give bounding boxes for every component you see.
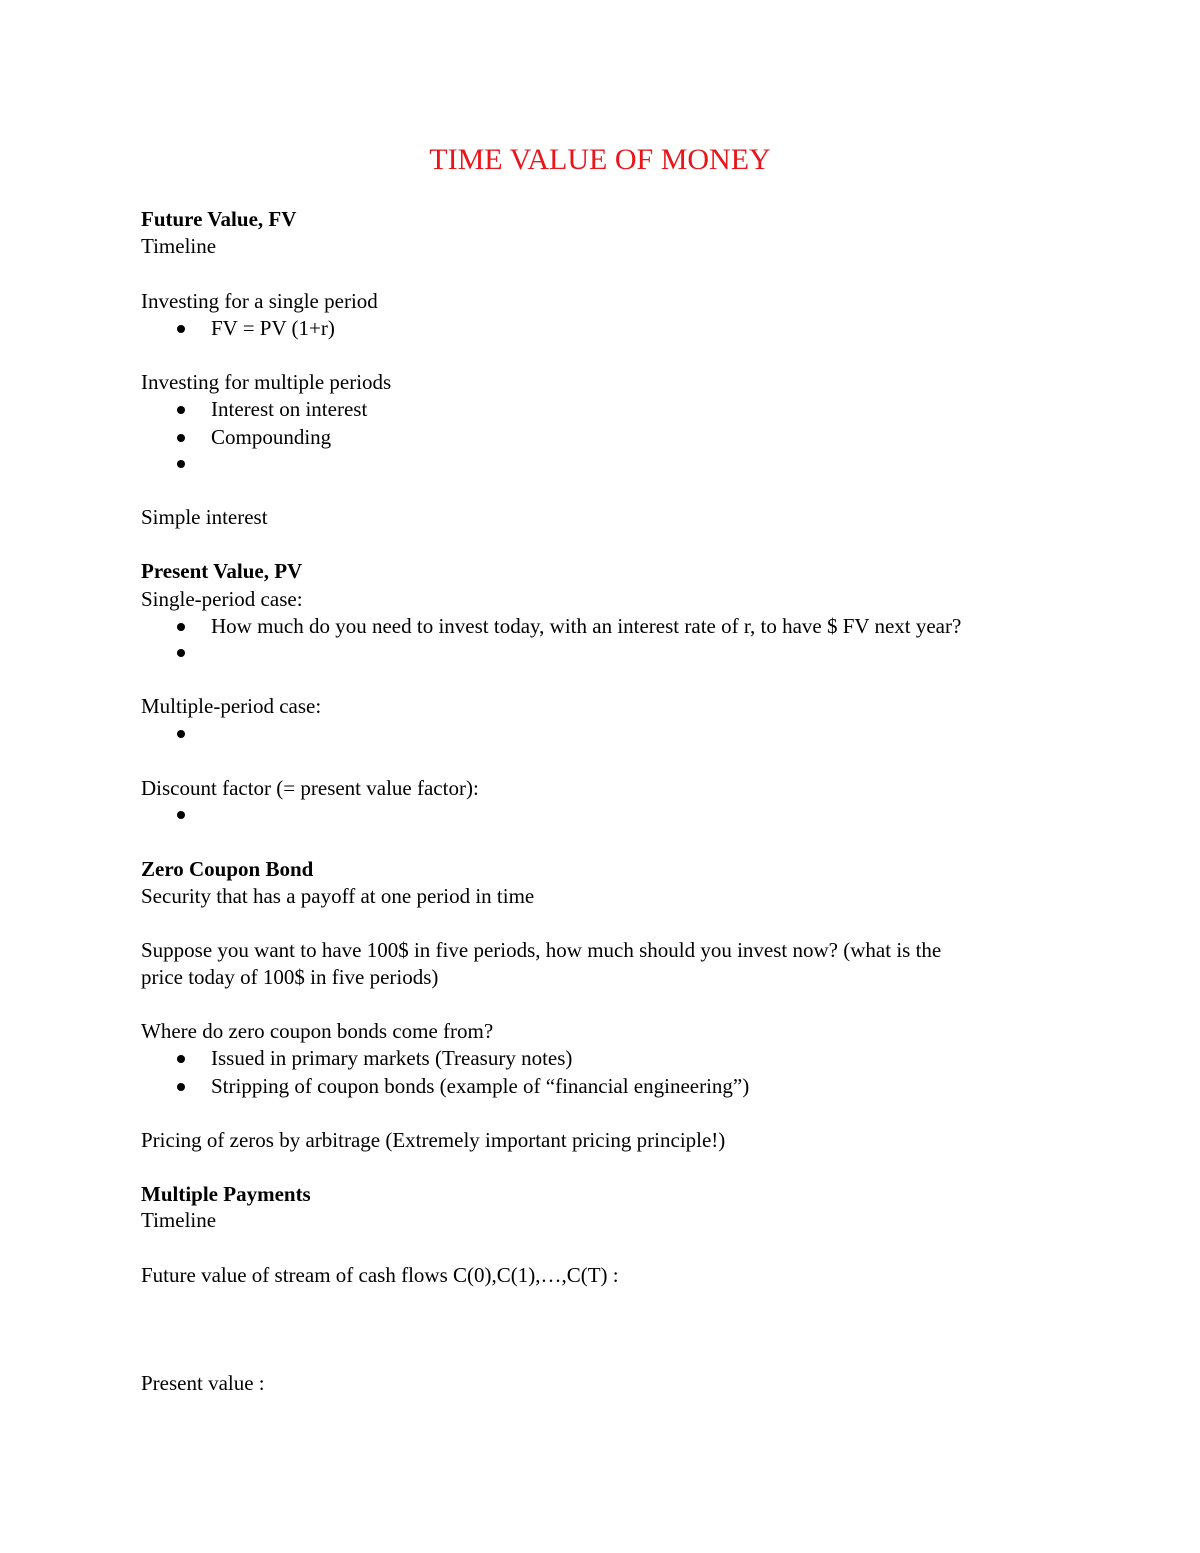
fv-single-period: Investing for a single period <box>141 289 378 313</box>
zcb-question-line-2: price today of 100$ in five periods) <box>141 965 439 989</box>
fv-multiple-periods: Investing for multiple periods <box>141 370 392 394</box>
pv-discount-factor: Discount factor (= present value factor): <box>141 776 479 800</box>
bullet-icon <box>172 1045 190 1072</box>
bullet-icon <box>172 720 190 747</box>
zcb-pricing: Pricing of zeros by arbitrage (Extremely important pricing principle!) <box>141 1128 726 1152</box>
pv-heading: Present Value, PV <box>141 559 303 583</box>
zcb-definition: Security that has a payoff at one period in time <box>141 884 535 908</box>
fv-single-bullet: FV = PV (1+r) <box>211 316 335 340</box>
fv-simple-interest: Simple interest <box>141 505 268 529</box>
mp-future-value: Future value of stream of cash flows C(0),C(1),…,C(T) : <box>141 1263 619 1287</box>
mp-heading: Multiple Payments <box>141 1182 311 1206</box>
fv-timeline: Timeline <box>141 234 217 258</box>
mp-timeline: Timeline <box>141 1208 217 1232</box>
bullet-icon <box>172 450 190 477</box>
pv-single-case: Single-period case: <box>141 587 303 611</box>
zcb-origin-question: Where do zero coupon bonds come from? <box>141 1019 494 1043</box>
bullet-icon <box>172 315 190 342</box>
fv-multi-bullet-1: Interest on interest <box>211 397 368 421</box>
fv-multi-bullet-2: Compounding <box>211 425 332 449</box>
pv-single-bullet-1: How much do you need to invest today, with an interest rate of r, to have $ FV next year? <box>211 614 962 638</box>
bullet-icon <box>172 613 190 640</box>
bullet-icon <box>172 801 190 828</box>
bullet-icon <box>172 639 190 666</box>
zcb-question-line-1: Suppose you want to have 100$ in five periods, how much should you invest now? (what is the <box>141 938 942 962</box>
document-title: TIME VALUE OF MONEY <box>429 143 771 176</box>
bullet-icon <box>172 396 190 423</box>
mp-present-value: Present value : <box>141 1371 265 1395</box>
bullet-icon <box>172 424 190 451</box>
pv-multiple-case: Multiple-period case: <box>141 694 322 718</box>
fv-heading: Future Value, FV <box>141 207 297 231</box>
bullet-icon <box>172 1073 190 1100</box>
zcb-origin-bullet-2: Stripping of coupon bonds (example of “financial engineering”) <box>211 1074 750 1098</box>
zcb-heading: Zero Coupon Bond <box>141 857 314 881</box>
zcb-origin-bullet-1: Issued in primary markets (Treasury notes) <box>211 1046 573 1070</box>
